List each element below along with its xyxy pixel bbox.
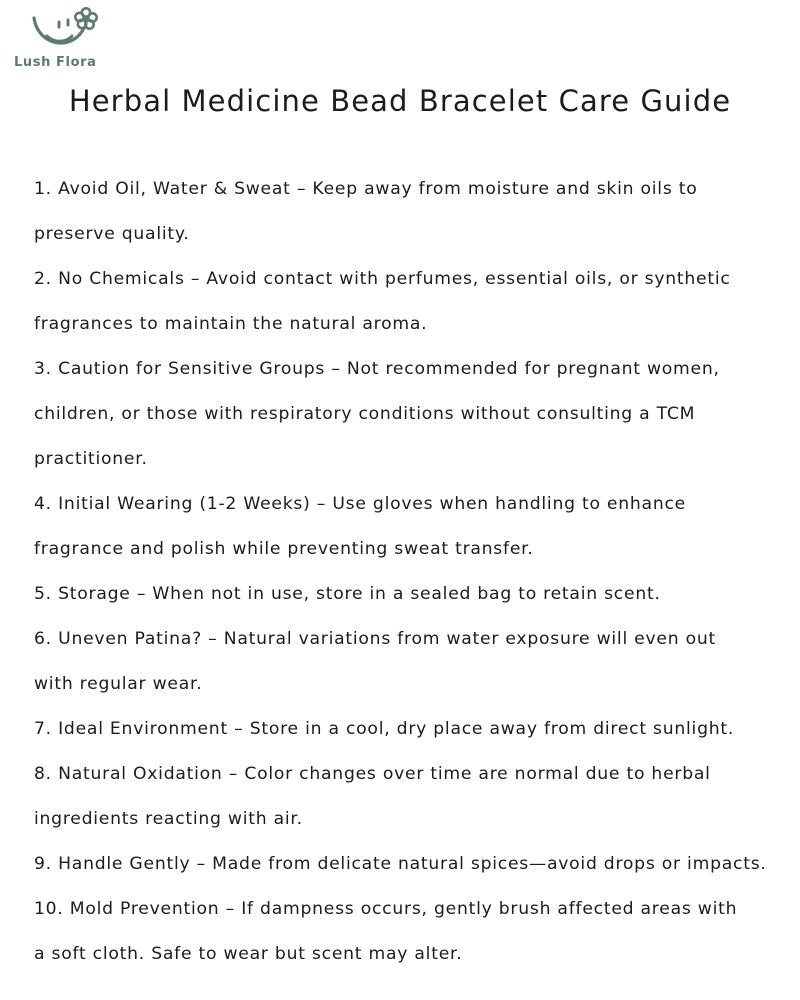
care-line: 8. Natural Oxidation – Color changes over time are normal due to herbal <box>34 764 711 784</box>
care-line: 3. Caution for Sensitive Groups – Not recommended for pregnant women, <box>34 359 720 379</box>
brand-logo <box>14 6 114 72</box>
care-line: practitioner. <box>34 449 148 469</box>
care-line: 6. Uneven Patina? – Natural variations from water exposure will even out <box>34 629 717 649</box>
brand-name: Lush Flora <box>14 55 97 70</box>
smiling-pot-with-flower-icon <box>32 6 102 52</box>
care-line: a soft cloth. Safe to wear but scent may alter. <box>34 944 463 964</box>
care-line: preserve quality. <box>34 224 190 244</box>
care-line: 4. Initial Wearing (1-2 Weeks) – Use gloves when handling to enhance <box>34 494 686 514</box>
care-line: with regular wear. <box>34 674 203 694</box>
care-line: fragrance and polish while preventing sweat transfer. <box>34 539 534 559</box>
care-line: 5. Storage – When not in use, store in a sealed bag to retain scent. <box>34 584 661 604</box>
care-line: ingredients reacting with air. <box>34 809 303 829</box>
care-line: 9. Handle Gently – Made from delicate natural spices—avoid drops or impacts. <box>34 854 767 874</box>
care-line: 10. Mold Prevention – If dampness occurs, gently brush affected areas with <box>34 899 738 919</box>
care-line: 7. Ideal Environment – Store in a cool, dry place away from direct sunlight. <box>34 719 735 739</box>
care-line: 2. No Chemicals – Avoid contact with perfumes, essential oils, or synthetic <box>34 269 731 289</box>
care-line: children, or those with respiratory conditions without consulting a TCM <box>34 404 696 424</box>
care-line: fragrances to maintain the natural aroma. <box>34 314 428 334</box>
care-instructions-list <box>34 173 790 983</box>
page-title: Herbal Medicine Bead Bracelet Care Guide <box>68 84 732 118</box>
care-line: 1. Avoid Oil, Water & Sweat – Keep away from moisture and skin oils to <box>34 179 698 199</box>
